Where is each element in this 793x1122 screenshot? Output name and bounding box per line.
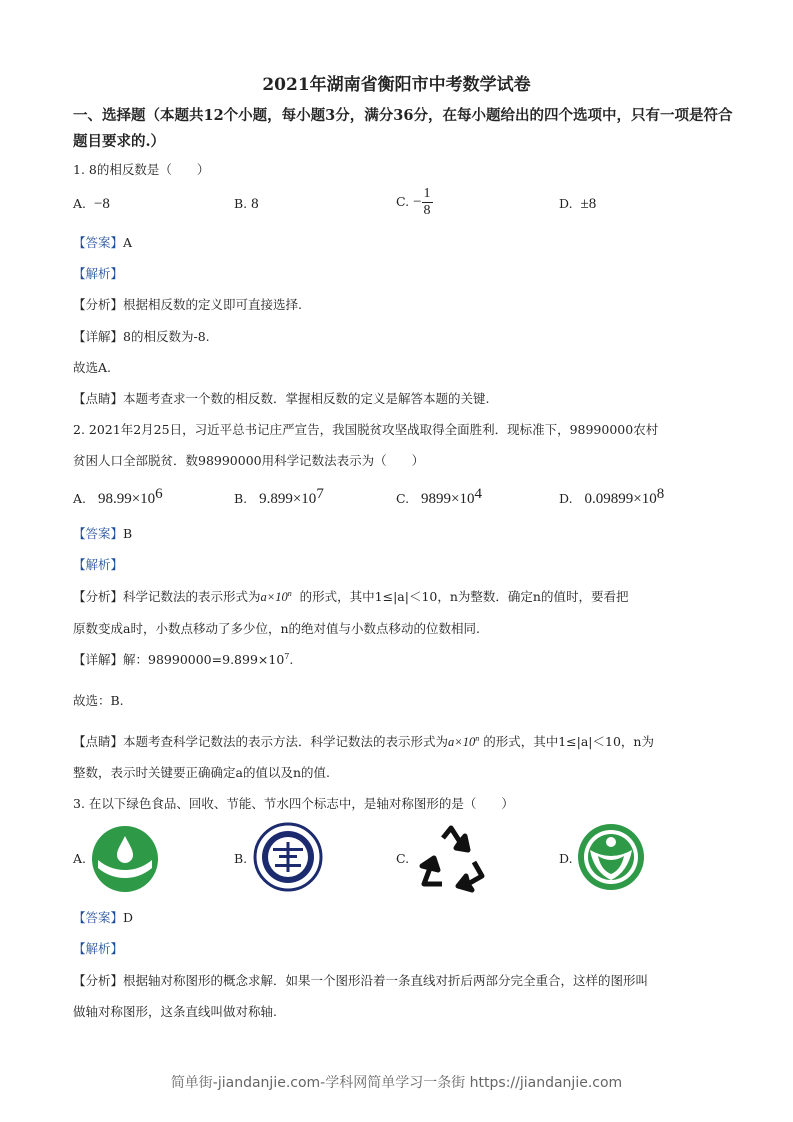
fraction: $\frac{1}{8}$ xyxy=(423,186,431,218)
q2-fenxi-line2: 原数变成a时，小数点移动了多少位，n的绝对值与小数点移动的位数相同. xyxy=(73,621,480,636)
q1-dianjing: 【点睛】本题考查求一个数的相反数．掌握相反数的定义是解答本题的关键. xyxy=(73,391,490,406)
q3-answer: 【答案】D xyxy=(73,910,134,925)
q3-jiexi-label: 【解析】 xyxy=(73,941,124,956)
q3-fenxi-line1: 【分析】根据轴对称图形的概念求解．如果一个图形沿着一条直线对折后两部分完全重合，这样的图形叫 xyxy=(73,973,649,988)
q1-choose: 故选A. xyxy=(73,360,112,375)
q1-option-d: D. ±8 xyxy=(559,196,597,212)
q3-option-a-label: A. xyxy=(73,851,87,866)
q1-jiexi-label: 【解析】 xyxy=(73,266,124,281)
q2-option-d: D. $0.09899\times 10^8$ xyxy=(559,486,665,508)
q3-option-c-label: C. xyxy=(396,851,410,866)
q2-dianjing-line1: 【点睛】本题考查科学记数法的表示方法．科学记数法的表示形式为$a\times 10^n$ 的形式，其中1≤|a|＜10，n为 xyxy=(73,733,654,749)
q2-choose: 故选：B. xyxy=(73,693,124,708)
q2-stem-line2: 贫困人口全部脱贫．数98990000用科学记数法表示为（ ） xyxy=(73,453,425,468)
q2-option-b: B. $9.899\times 10^7$ xyxy=(234,486,324,508)
q2-xiangjie: 【详解】解：$98990000=9.899\times 10^7$. xyxy=(73,651,294,667)
q1-option-b: B. 8 xyxy=(234,196,259,212)
q2-option-a: A. $98.99\times 10^6$ xyxy=(73,486,163,508)
page-title: 2021年湖南省衡阳市中考数学试卷 xyxy=(262,75,531,95)
q1-option-a: A. −8 xyxy=(73,196,110,212)
section-heading: 一、选择题（本题共12个小题，每小题3分，满分36分，在每小题给出的四个选项中，只有一项是符合题目要求的.） xyxy=(73,107,733,150)
q2-stem-line1: 2. 2021年2月25日，习近平总书记庄严宣告，我国脱贫攻坚战取得全面胜利．现标准下，98990000农村 xyxy=(73,422,659,437)
q2-fenxi-line1: 【分析】科学记数法的表示形式为$a\times 10^n$ 的形式，其中1≤|a|＜10，n为整数．确定n的值时，要看把 xyxy=(73,588,629,604)
q2-dianjing-line2: 整数，表示时关键要正确确定a的值以及n的值. xyxy=(73,765,330,780)
q1-fenxi: 【分析】根据相反数的定义即可直接选择. xyxy=(73,297,302,312)
footer-watermark: 简单街-jiandanjie.com-学科网简单学习一条街 https://jiandanjie.com xyxy=(170,1075,623,1091)
q2-answer: 【答案】B xyxy=(73,526,133,541)
q3-fenxi-line2: 做轴对称图形，这条直线叫做对称轴. xyxy=(73,1004,277,1019)
q1-option-c: C. − $\frac{1}{8}$ xyxy=(396,186,431,218)
recycle-icon xyxy=(416,824,486,894)
green-food-logo-icon xyxy=(576,822,646,892)
energy-saving-logo-icon xyxy=(253,822,323,892)
q3-option-b-label: B. xyxy=(234,851,248,866)
q1-stem: 1. 8的相反数是（ ） xyxy=(73,162,210,177)
q2-option-c: C. $9899\times 10^4$ xyxy=(396,486,482,508)
q3-stem: 3. 在以下绿色食品、回收、节能、节水四个标志中，是轴对称图形的是（ ） xyxy=(73,796,514,811)
q2-jiexi-label: 【解析】 xyxy=(73,557,124,572)
water-drop-logo-icon xyxy=(90,824,160,894)
q3-option-d-label: D. xyxy=(559,851,573,866)
q1-xiangjie: 【详解】8的相反数为-8. xyxy=(73,329,210,344)
q1-answer: 【答案】A xyxy=(73,235,133,250)
